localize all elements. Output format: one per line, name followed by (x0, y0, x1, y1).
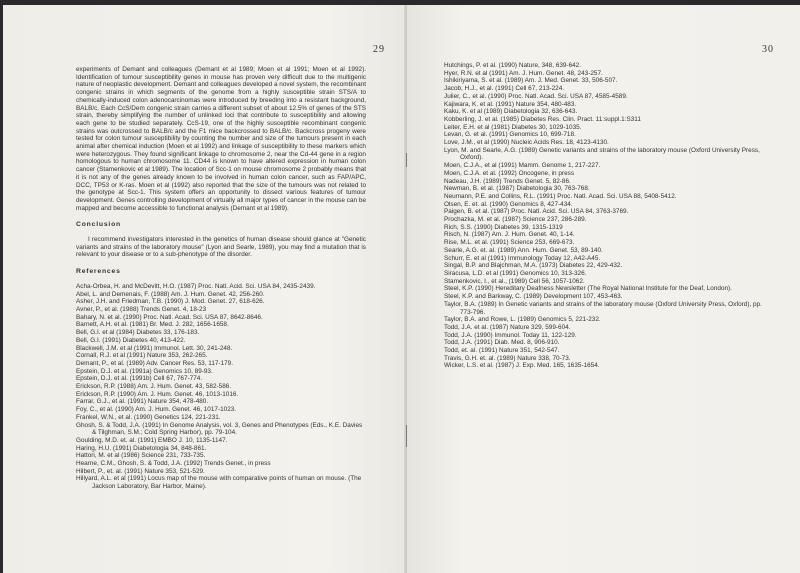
page-number-left: 29 (373, 44, 385, 55)
conclusion-paragraph: I recommend investigators interested in the genetics of human disease should glance at "Genetic variants and strains of the laboratory mouse" (Lyon and Searle, 1989), you may find a mutation that is relevant to your disease or to a sub-phenotype of the disorder. (76, 236, 366, 259)
reference-item: Hillyard, A.L. et al (1991) Locus map of the mouse with comparative points of human on mouse. (The Jackson Laboratory, Bar Harbor, Maine). (76, 475, 362, 491)
reference-item: Todd, J.A. et al. (1987) Nature 329, 599-604. (444, 323, 571, 331)
reference-item: Todd, J.A. (1991) Diab. Med. 8, 906-910. (444, 339, 560, 347)
reference-item: Hilbert, P., et. al. (1991) Nature 353, 521-529. (76, 467, 205, 475)
reference-item: Love, J.M., et al (1990) Nucleic Acids Res. 18, 4123-4130. (444, 139, 609, 147)
reference-item: Siracusa, L.D. et al (1991) Genomics 10, 313-326. (444, 269, 587, 277)
reference-item: Kobberling, J. et al. (1985) Diabetes Res. Clin. Pract. 11:suppl.1:S311 (444, 115, 641, 123)
reference-item: Prochazka, M. et al. (1987) Science 237, 286-289. (444, 216, 587, 224)
left-page (3, 5, 407, 573)
reference-item: Jacob, H.J., et al. (1991) Cell 67, 213-224. (444, 85, 565, 93)
reference-item: Julier, C., et al. (1990) Proc. Natl. Acad. Sci. USA 87, 4585-4589. (444, 92, 628, 100)
reference-item: Searle, A.G. et. al. (1989) Ann. Hum. Genet. 53, 89-140. (444, 246, 603, 254)
reference-item: Haring, H.U. (1991) Diabetologia 34, 848-861. (76, 444, 207, 452)
reference-item: Todd, J.A. (1990) Immunol. Today 11, 122-129. (444, 331, 577, 339)
reference-item: Levan, G. et al. (1991) Genomics 10, 699-718. (444, 131, 576, 139)
reference-item: Taylor, B.A. and Rowe, L. (1989) Genomics 5, 221-232. (444, 316, 601, 324)
left-text-column (76, 66, 366, 491)
reference-item: Farrar, G.J., et al. (1991) Nature 354, 478-480. (76, 398, 209, 406)
references-list-right (444, 62, 774, 370)
reference-item: Kajiwara, K. et al. (1991) Nature 354, 480-483. (444, 100, 577, 108)
reference-item: Stamenkovic, I., et al., (1989) Cell 56, 1057-1062. (444, 277, 585, 285)
reference-item: Neumann, P.E. and Collins, R.L. (1991) Proc. Natl. Acad. Sci. USA 88, 5408-5412. (444, 192, 677, 200)
reference-item: Avner, P., et al. (1988) Trends Genet. 4, 18-23 (76, 305, 207, 313)
book-spread (3, 5, 800, 573)
reference-item: Newman, B. et al. (1987) Diabetologia 30, 763-768. (444, 185, 590, 193)
reference-item: Wicker, L.S. et al. (1987) J. Exp. Med. 165, 1635-1654. (444, 362, 600, 370)
reference-item: Rise, M.L. et al. (1991) Science 253, 669-673. (444, 239, 575, 247)
reference-item: Moen, C.J.A. et al. (1992) Oncogene, in press (444, 169, 575, 177)
reference-item: Schurr, E. et al (1991) Immunology Today 12, A42-A45. (444, 254, 601, 262)
reference-item: Asher, J.H. and Friedman, T.B. (1990) J. Mod. Genet. 27, 618-626. (76, 298, 265, 306)
reference-item: Epstein, D.J. et al. (1991b) Cell 67, 767-774. (76, 375, 203, 383)
reference-item: Cornall, R.J. et al (1991) Nature 353, 262-265. (76, 352, 208, 360)
reference-item: Todd, et. al. (1991) Nature 351, 542-547. (444, 347, 560, 355)
conclusion-heading: Conclusion (76, 221, 122, 229)
reference-item: Erickson, R.P. (1988) Am. J. Hum. Genet. 43, 582-586. (76, 383, 232, 391)
reference-item: Leiter, E.H. et al (1981) Diabetes 30, 1029-1035. (444, 123, 582, 131)
reference-item: Hutchings, P. et al. (1990) Nature, 348, 639-642. (444, 62, 582, 69)
reference-item: Lyon, M. and Searle, A.G. (1989) Genetic variants and strains of the laboratory mouse (Oxford University Press, Oxford). (444, 146, 760, 162)
right-page (407, 5, 800, 573)
reference-item: Epstein, D.J. et al. (1991a) Genomics 10, 89-93. (76, 367, 213, 375)
reference-item: Kaku, K. et al (1989) Diabetologia 32, 636-643. (444, 108, 578, 116)
reference-item: Rich, S.S. (1990) Diabetes 39, 1315-1319 (444, 223, 563, 231)
reference-item: Bell, G.I. et al (1984) Diabetes 33, 176-183. (76, 329, 200, 337)
reference-item: Steel, K.P. and Barkway, C. (1989) Development 107, 453-463. (444, 293, 623, 301)
references-list-left (76, 283, 366, 491)
reference-item: Goulding, M.D. et. al. (1991) EMBO J. 10, 1135-1147. (76, 436, 228, 444)
reference-item: Barnett, A.H. et al. (1981) Br. Med. J. 282, 1656-1658. (76, 321, 229, 329)
reference-item: Paigen, B. et al. (1987) Proc. Natl. Acid. Sci. USA 84, 3763-3769. (444, 208, 629, 216)
reference-item: Travis, G.H. et. al. (1989) Nature 338, 70-73. (444, 354, 571, 362)
reference-item: Foy, C., et al. (1990) Am. J. Hum. Genet. 46, 1017-1023. (76, 406, 237, 414)
reference-item: Hattori, M. et al (1986) Science 231, 733-735. (76, 452, 206, 460)
reference-item: Olsen, E. et. al. (1990) Genomics 8, 427-434. (444, 200, 573, 208)
reference-item: Demant, P., et al. (1989) Adv. Cancer Res. 53, 117-179. (76, 359, 234, 367)
reference-item: Singal, B.P. and Blajchman, M.A. (1973) Diabetes 22, 429-432. (444, 262, 623, 270)
reference-item: Acha-Orbea, H. and McDevitt, H.O. (1987) Proc. Natl. Acid. Sci. USA 84, 2435-2439. (76, 282, 316, 290)
reference-item: Blackwell, J.M. et al (1991) Immunol. Lett. 30, 241-248. (76, 344, 233, 352)
reference-item: Erickson, R.P. (1990) Am. J. Hum. Genet. 46, 1013-1016. (76, 390, 239, 398)
reference-item: Ghosh, S. & Todd, J.A. (1991) In Genome Analysis, vol. 3, Genes and Phenotypes (Eds., K.E. Davies & Tilghman, S.M.; Cold Spring Harbor), pp. 79-104. (76, 421, 363, 437)
reference-item: Steel, K.P. (1990) Hereditary Deafness Newsletter (The Royal National Institute for the Deaf, London). (444, 285, 732, 293)
reference-item: Moen, C.J.A., et al (1991) Mamm. Genome 1, 217-227. (444, 162, 601, 170)
reference-item: Bahary, N. et al. (1990) Proc. Natl. Acad. Sci. USA 87, 8642-8646. (76, 313, 263, 321)
page-number-right: 30 (762, 44, 774, 55)
reference-item: Ishikiriyama, S. et al. (1989) Am. J. Med. Genet. 33, 506-507. (444, 77, 618, 85)
reference-item: Hearne, C.M., Ghosh, S. & Todd, J.A. (1992) Trends Genet., in press (76, 460, 271, 468)
references-heading: References (76, 268, 121, 276)
reference-item: Taylor, B.A. (1989) In Genetic variants and strains of the laboratory mouse (Oxford University Press, Oxford), pp. 773-796. (444, 300, 762, 316)
intro-paragraph: experiments of Demant and colleagues (Demant et al 1989; Moen et al 1991; Moen et al 1992). Identification of tumour susceptibility genes in mouse has proven very difficult due to the multigenic nature of neoplastic development. Demant and colleagues developed a novel system, the recombinant congenic strains in which segments of the genome from a highly susceptible strain STS/A to chemically-induced colon adenocarcinomas were introduced by breeding into a resistant background, BALB/c. Each CcS/Dem congenic strain carries a different subset of about 12.5% of genes of the STS strain, thereby simplifying the number of unlinked loci that contribute to susceptibility and allowing each gene to be studied separately. CcS-19, one of the highly susceptible recombinant congenic strains was outcrossed to BALB/c and the F1 mice backcrossed to BALB/c. Backcross progeny were tested for colon tumour susceptibility by counting the number and size of the tumours present in each animal after chemical induction (Moen et al 1992) and linkage of susceptibility to these markers which were heterozygous. They found significant linkage to chromosome 2, near the Cd-44 gene in a region homologous to human chromosome 11. CD44 is known to have altered expression in human colon cancer (Stamenkovic et al 1989). The location of Scc-1 on mouse chromosome 2 probably means that it is not any of the genes already known to be involved in human colon cancer, such as FAP/APC, DCC, TP53 or K-ras. Moen et al (1992) also reported that the size of the tumours was not related to the genotype at Scc-1. This system offers an opportunity to dissect various features of tumour development. Genes controlling development of virtually all major types of cancer in the mouse can be mapped and become accessible to functional analysis (Demant et al 1989). (76, 66, 366, 212)
reference-item: Bell, G.I. (1991) Diabetes 40, 413-422. (76, 336, 186, 344)
reference-item: Abel, L. and Demenais, F. (1988) Am. J. Hum. Genet. 42, 256-260. (76, 290, 265, 298)
reference-item: Risch, N. (1987) Am. J. Hum. Genet. 40, 1-14. (444, 231, 575, 239)
right-text-column (444, 62, 774, 370)
reference-item: Hyer, R.N. et al (1991) Am. J. Hum. Genet. 48, 243-257. (444, 69, 603, 77)
reference-item: Nadeau, J.H. (1989) Trends Genet. 5, 82-86. (444, 177, 571, 185)
reference-item: Frankel, W.N., et al. (1990) Genetics 124, 221-231. (76, 413, 221, 421)
